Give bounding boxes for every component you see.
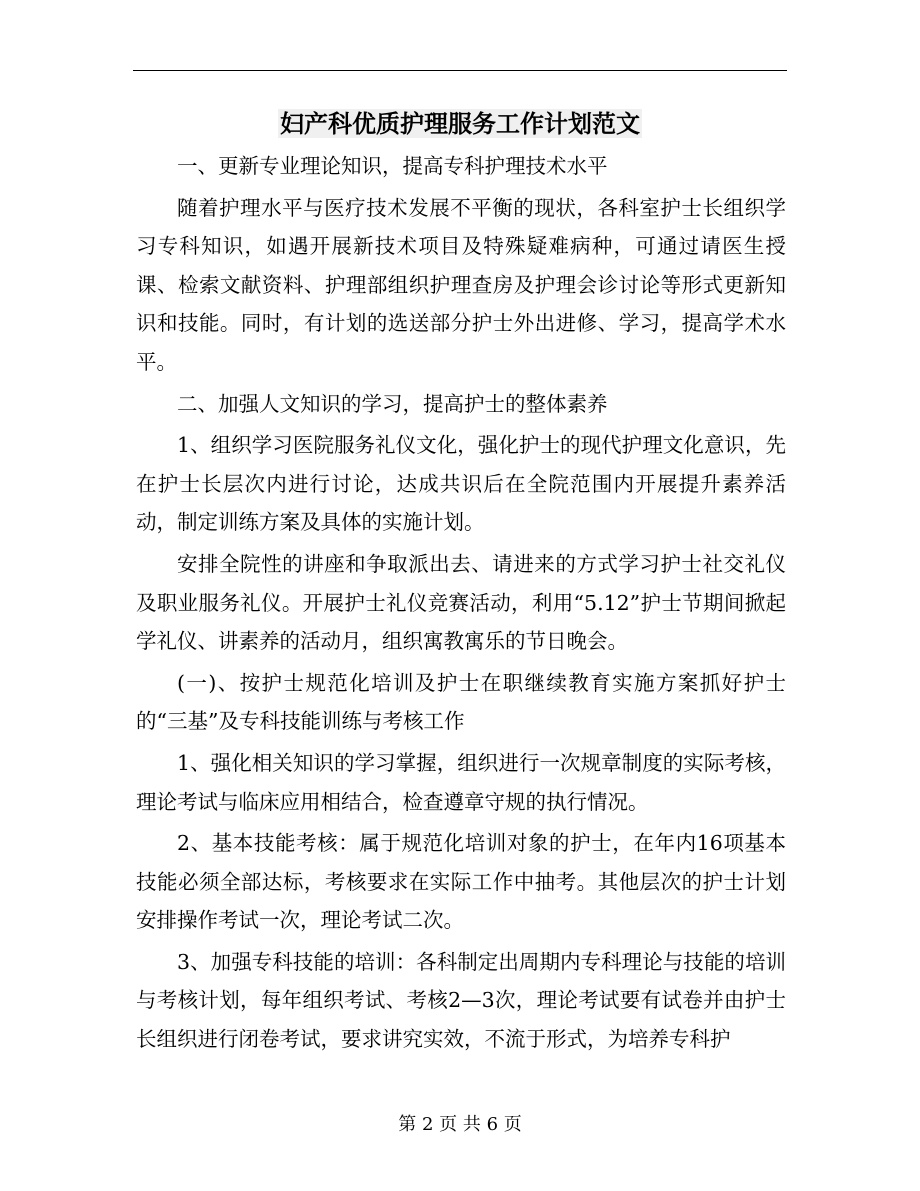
paragraph: 2、基本技能考核：属于规范化培训对象的护士，在年内16项基本技能必须全部达标，考核要求在实际工作中抽考。其他层次的护士计划安排操作考试一次，理论考试二次。 [136, 831, 786, 933]
subsection-heading: (一)、按护士规范化培训及护士在职继续教育实施方案抓好护士的“三基”及专科技能训练与考核工作 [136, 670, 786, 734]
paragraph: 1、组织学习医院服务礼仪文化，强化护士的现代护理文化意识，先在护士长层次内进行讨论，达成共识后在全院范围内开展提升素养活动，制定训练方案及具体的实施计划。 [136, 433, 786, 535]
section-heading-2: 二、加强人文知识的学习，提高护士的整体素养 [177, 391, 608, 416]
document-title-text: 妇产科优质护理服务工作计划范文 [280, 109, 640, 138]
paragraph: 随着护理水平与医疗技术发展不平衡的现状，各科室护士长组织学习专科知识，如遇开展新技术项目及特殊疑难病种，可通过请医生授课、检索文献资料、护理部组织护理查房及护理会诊讨论等形式更新知识和技能。同时，有计划的选送部分护士外出进修、学习，提高学术水平。 [136, 195, 786, 374]
paragraph: 1、强化相关知识的学习掌握，组织进行一次规章制度的实际考核，理论考试与临床应用相结合，检查遵章守规的执行情况。 [136, 750, 786, 814]
paragraph: 安排全院性的讲座和争取派出去、请进来的方式学习护士社交礼仪及职业服务礼仪。开展护士礼仪竞赛活动，利用“5.12”护士节期间掀起学礼仪、讲素养的活动月，组织寓教寓乐的节日晚会。 [136, 551, 786, 654]
document-body [136, 147, 786, 1059]
paragraph: 3、加强专科技能的培训：各科制定出周期内专科理论与技能的培训与考核计划，每年组织考试、考核2—3次，理论考试要有试卷并由护士长组织进行闭卷考试，要求讲究实效，不流于形式，为培养专科护 [136, 949, 786, 1052]
document-title [133, 104, 787, 144]
section-heading-1: 一、更新专业理论知识，提高专科护理技术水平 [177, 154, 608, 178]
page-number-footer: 第 2 页 共 6 页 [398, 1114, 522, 1135]
header-rule [133, 70, 787, 71]
